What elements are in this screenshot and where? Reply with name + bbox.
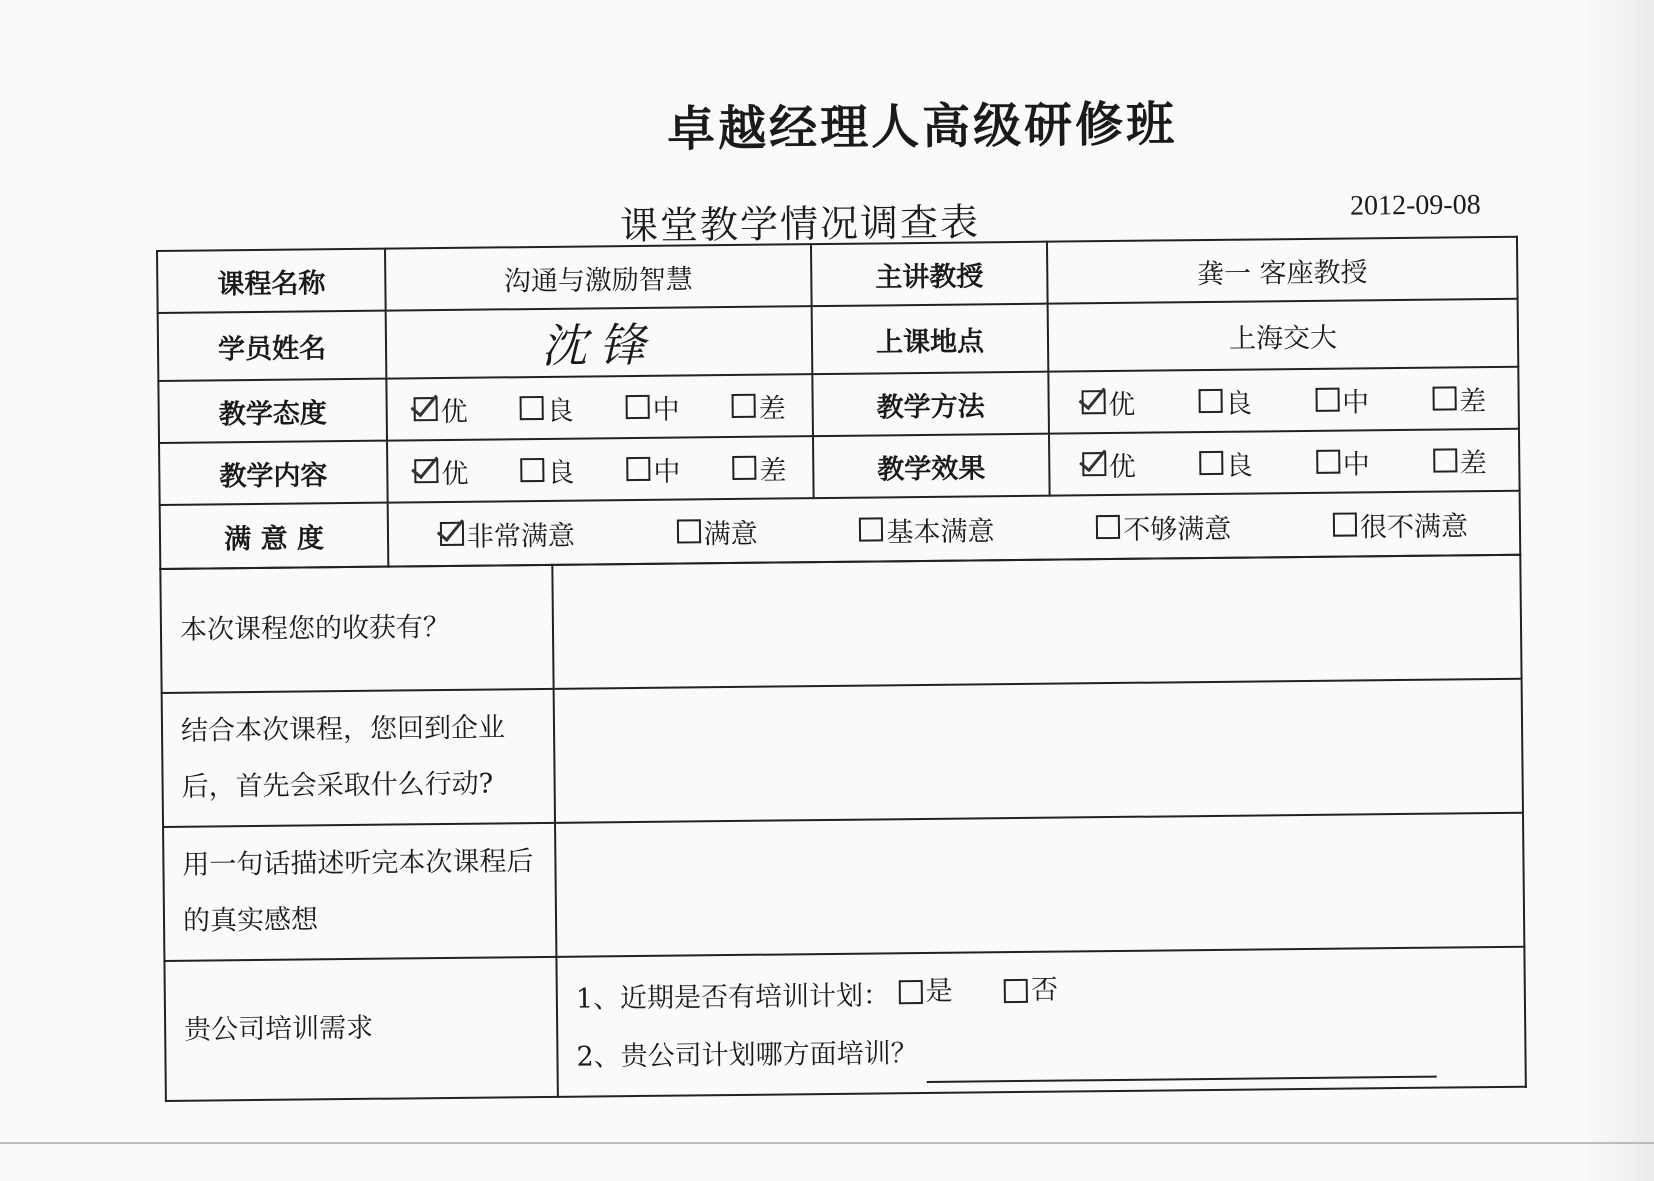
checkbox-icon <box>520 396 544 420</box>
checkbox-icon <box>1315 388 1339 412</box>
method-option-good[interactable]: 良 <box>1198 381 1252 421</box>
content-options <box>387 436 814 502</box>
location-label: 上课地点 <box>812 304 1049 374</box>
student-name-handwritten: 沈锋 <box>540 317 658 373</box>
checkbox-icon <box>626 457 650 481</box>
content-option-excellent[interactable]: 优 <box>414 451 468 491</box>
need-plan-no[interactable]: 否 <box>1004 962 1059 1021</box>
training-needs-answers <box>556 947 1525 1097</box>
content-option-average[interactable]: 中 <box>626 449 680 489</box>
question-gains: 本次课程您的收获有？ <box>160 565 553 693</box>
checkbox-icon <box>1198 389 1222 413</box>
method-label: 教学方法 <box>812 372 1049 436</box>
question-action: 结合本次课程，您回到企业后，首先会采取什么行动? <box>162 689 555 827</box>
student-label: 学员姓名 <box>158 311 387 381</box>
effect-option-poor[interactable]: 差 <box>1433 441 1487 481</box>
method-option-average[interactable]: 中 <box>1315 380 1369 420</box>
answer-feeling[interactable] <box>555 813 1524 957</box>
row-q4 <box>164 947 1525 1101</box>
method-option-poor[interactable]: 差 <box>1432 379 1486 419</box>
lecturer-value[interactable]: 龚一 客座教授 <box>1047 237 1518 304</box>
attitude-option-poor[interactable]: 差 <box>731 386 785 426</box>
satisfaction-option-basic[interactable]: 基本满意 <box>859 509 994 549</box>
attitude-options <box>386 374 813 440</box>
checkbox-icon <box>520 458 544 482</box>
lecturer-label: 主讲教授 <box>811 242 1048 306</box>
checkbox-icon <box>1316 450 1340 474</box>
questions-table <box>159 554 1527 1102</box>
document-title: 卓越经理人高级研修班 <box>666 96 1178 158</box>
checkbox-icon <box>732 456 756 480</box>
course-value[interactable]: 沟通与激励智慧 <box>385 244 812 310</box>
checkbox-icon <box>732 394 756 418</box>
content-option-poor[interactable]: 差 <box>732 448 786 488</box>
checkbox-icon <box>677 519 701 543</box>
need-area-input[interactable] <box>926 1052 1436 1083</box>
effect-label: 教学效果 <box>813 434 1050 498</box>
row-q2 <box>162 679 1523 827</box>
need-plan-yes[interactable]: 是 <box>898 963 953 1022</box>
question-feeling: 用一句话描述听完本次课程后的真实感想 <box>163 823 556 961</box>
checkbox-icon <box>1432 386 1456 410</box>
need-area-line: 2、贵公司计划哪方面培训？ <box>576 1019 1507 1087</box>
checkbox-icon <box>1333 512 1357 536</box>
checkbox-icon <box>414 459 438 483</box>
effect-option-average[interactable]: 中 <box>1316 442 1370 482</box>
checkbox-icon <box>1433 448 1457 472</box>
location-value[interactable]: 上海交大 <box>1048 299 1519 372</box>
survey-table <box>156 236 1521 570</box>
attitude-option-good[interactable]: 良 <box>519 388 573 428</box>
effect-option-good[interactable]: 良 <box>1199 443 1253 483</box>
row-q1 <box>160 555 1521 693</box>
need-plan-line: 1、近期是否有培训计划： 是 否 <box>576 957 1507 1029</box>
satisfaction-option-very[interactable]: 非常满意 <box>440 513 575 553</box>
answer-gains[interactable] <box>552 555 1521 689</box>
satisfaction-option-satisfied[interactable]: 满意 <box>676 511 757 551</box>
satisfaction-option-insufficient[interactable]: 不够满意 <box>1096 506 1231 546</box>
attitude-option-excellent[interactable]: 优 <box>413 389 467 429</box>
effect-option-excellent[interactable]: 优 <box>1082 444 1136 484</box>
method-option-excellent[interactable]: 优 <box>1081 382 1135 422</box>
checkbox-icon <box>1096 515 1120 539</box>
content-option-good[interactable]: 良 <box>520 450 574 490</box>
training-needs-label: 贵公司培训需求 <box>164 957 557 1101</box>
satisfaction-label: 满 意 度 <box>160 503 389 569</box>
checkbox-icon <box>1004 979 1028 1003</box>
attitude-label: 教学态度 <box>158 379 387 443</box>
checkbox-icon <box>440 522 464 546</box>
answer-action[interactable] <box>554 679 1523 823</box>
content-label: 教学内容 <box>159 441 388 505</box>
checkbox-icon <box>1081 390 1105 414</box>
checkbox-icon <box>626 395 650 419</box>
checkbox-icon <box>898 980 922 1004</box>
form-subtitle: 课堂教学情况调查表 <box>619 200 981 248</box>
scan-bottom-line <box>0 1142 1654 1144</box>
attitude-option-average[interactable]: 中 <box>625 387 679 427</box>
course-label: 课程名称 <box>157 249 386 313</box>
effect-options <box>1049 429 1520 496</box>
checkbox-icon <box>1082 452 1106 476</box>
survey-form <box>156 236 1525 1085</box>
student-name-field[interactable] <box>386 306 813 378</box>
scan-edge-shadow <box>1584 0 1654 1181</box>
checkbox-icon <box>859 517 883 541</box>
row-q3 <box>163 813 1524 961</box>
satisfaction-option-very-dissatisfied[interactable]: 很不满意 <box>1333 504 1468 544</box>
form-date: 2012-09-08 <box>1349 189 1481 222</box>
checkbox-icon <box>1199 451 1223 475</box>
method-options <box>1048 367 1519 434</box>
checkbox-icon <box>414 397 438 421</box>
